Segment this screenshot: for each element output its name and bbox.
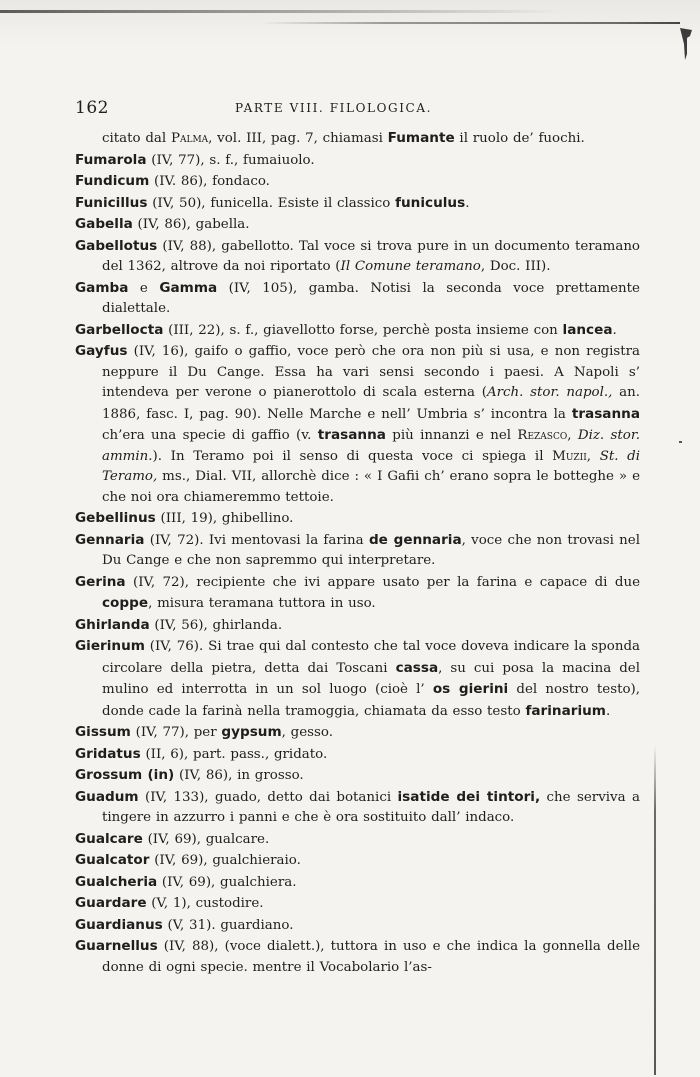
entry-text: Arch. stor. napol.,: [486, 385, 613, 400]
entry-text: , vol. III, pag. 7, chiamasi: [208, 131, 388, 146]
entry-headword: Gebellinus: [75, 510, 156, 526]
glossary-entries: [75, 128, 640, 978]
entry-text: (IV, 16), gaifo o gaffio, voce però che ora non più si usa, e non registra neppure il Du Cange. Essa ha vari sensi secondo i paesi. A Napoli s’ intendeva per verone o pianerottolo di scala esterna (: [102, 344, 640, 400]
glossary-entry: [75, 787, 640, 829]
glossary-entry: [75, 508, 640, 530]
entry-text: (V, 31). guardiano.: [162, 917, 294, 933]
entry-text: (IV, 50), funicella. Esiste il classico: [147, 195, 396, 211]
entry-headword: Fumarola: [75, 151, 147, 168]
entry-text: (IV, 69), gualcare.: [142, 831, 270, 847]
entry-text: Palma: [170, 131, 209, 146]
bold-term: lancea: [562, 321, 613, 338]
glossary-entry: [75, 850, 640, 872]
entry-text: (IV. 86), fondaco.: [149, 174, 270, 189]
bold-term: cassa: [395, 659, 439, 676]
glossary-entry: [75, 636, 640, 722]
entry-text: .: [612, 322, 617, 338]
glossary-entry: [75, 829, 640, 851]
entry-headword: Garbellocta: [75, 321, 164, 338]
entry-headword: Funicillus: [75, 194, 148, 211]
entry-text: Il Comune teramano: [340, 259, 481, 274]
bold-term: gypsum: [221, 724, 282, 740]
entry-text: (IV, 76). Si trae qui dal contesto che tal voce doveva indicare la sponda circolare della pietra, detta dai Toscani: [102, 639, 640, 676]
scan-speck: [679, 441, 682, 443]
entry-continuation: [75, 128, 640, 150]
entry-text: , Doc. III).: [480, 259, 551, 274]
entry-headword: Guardare: [75, 895, 147, 911]
entry-text: del nostro testo), donde cade la farinà nella tramoggia, chiamata da esso testo: [102, 682, 640, 719]
bold-term: funiculus: [395, 194, 466, 211]
entry-headword: Gualcare: [75, 830, 143, 847]
entry-text: , su cui posa la macina del mulino ed interrotta in un sol luogo (cioè l’: [102, 660, 640, 697]
entry-text: (IV, 86), gabella.: [132, 217, 250, 232]
bold-term: farinarium: [525, 702, 606, 719]
glossary-entry: [75, 530, 640, 572]
bold-term: os gierini: [432, 681, 509, 697]
entry-text: ms., Dial. VII, allorchè dice : « I Gafii ch’ erano sopra le botteghe » e che noi ora chiameremmo tettoie.: [102, 469, 640, 505]
running-head: PARTE VIII. FILOLOGICA.: [235, 101, 433, 115]
entry-headword: Guadum: [75, 788, 139, 805]
entry-headword: Guardianus: [75, 916, 163, 933]
glossary-entry: [75, 236, 640, 278]
page-corner-mark: [678, 24, 694, 64]
glossary-entry: [75, 320, 640, 342]
entry-headword: Gissum: [75, 724, 131, 740]
book-page: [75, 98, 640, 978]
entry-text: (II, 6), part. pass., gridato.: [140, 746, 328, 762]
entry-headword: Gabellotus: [75, 237, 158, 254]
entry-text: e: [128, 280, 160, 296]
glossary-entry: [75, 936, 640, 978]
entry-text: (IV, 133), guado, detto dai botanici: [138, 789, 398, 805]
glossary-entry: [75, 744, 640, 766]
entry-text: (IV, 88), (voce dialett.), tuttora in uso e che indica la gonnella delle donne di ogni specie. mentre il Vocabolario l’as-: [102, 939, 640, 975]
entry-text: (III, 19), ghibellino.: [155, 511, 294, 526]
bold-term: coppe: [102, 595, 149, 611]
entry-text: Muzii: [552, 448, 587, 464]
entry-headword: Fundicum: [75, 173, 150, 189]
entry-text: (V, 1), custodire.: [146, 896, 264, 911]
entry-headword: Ghirlanda: [75, 616, 150, 633]
entry-text: (IV, 86), in grosso.: [174, 768, 304, 783]
entry-text: (III, 22), s. f., giavellotto forse, perchè posta insieme con: [163, 322, 563, 338]
entry-text: (IV, 69), gualchieraio.: [149, 853, 301, 868]
entry-headword: Gualcheria: [75, 873, 158, 890]
entry-text: ,: [567, 428, 578, 443]
entry-headword: Gabella: [75, 216, 133, 232]
entry-headword: Gayfus: [75, 343, 128, 359]
glossary-entry: [75, 893, 640, 915]
entry-text: (IV, 72). Ivi mentovasi la farina: [144, 532, 369, 548]
bold-term: trasanna: [571, 405, 640, 422]
entry-headword: Gerina: [75, 573, 126, 590]
entry-text: Diz. stor. ammin.: [102, 428, 641, 464]
entry-text: an. 1886, fasc. I, pag. 90). Nelle Marche e nell’ Umbria s’ incontra la: [102, 385, 640, 422]
glossary-entry: [75, 278, 640, 320]
entry-text: .: [605, 703, 611, 719]
entry-headword: Gennaria: [75, 531, 145, 548]
entry-text: il ruolo de’ fuochi.: [454, 131, 585, 146]
bold-term: Fumante: [387, 130, 455, 146]
entry-text: ). In Teramo poi il senso di questa voce ci spiega il: [152, 448, 553, 464]
entry-text: (IV, 105), gamba. Notisi la seconda voce prettamente dialettale.: [102, 280, 640, 316]
entry-text: (IV, 77), per: [130, 725, 222, 740]
glossary-entry: [75, 915, 640, 937]
glossary-entry: [75, 341, 640, 508]
entry-text: St. di Teramo,: [102, 448, 640, 484]
entry-text: citato dal: [102, 131, 171, 146]
glossary-entry: [75, 615, 640, 637]
entry-text: (IV, 77), s. f., fumaiuolo.: [146, 152, 315, 168]
glossary-entry: [75, 150, 640, 172]
entry-text: (IV, 72), recipiente che ivi appare usato per la farina e capace di due: [125, 574, 640, 590]
entry-text: più innanzi e nel: [385, 428, 518, 443]
entry-text: (IV, 88), gabellotto. Tal voce si trova pure in un documento teramano del 1362, altrove da noi riportato (: [102, 238, 640, 274]
entry-headword: Gualcator: [75, 852, 150, 868]
entry-text: .: [465, 195, 470, 211]
glossary-entry: [75, 872, 640, 894]
entry-text: che serviva a tingere in azzurro i panni e che è ora sostituito dall’ indaco.: [102, 789, 640, 825]
glossary-entry: [75, 765, 640, 787]
glossary-entry: [75, 722, 640, 744]
page-fold-line: [654, 745, 656, 1075]
entry-text: (IV, 69), gualchiera.: [157, 874, 297, 890]
entry-text: , misura teramana tuttora in uso.: [148, 596, 376, 611]
glossary-entry: [75, 572, 640, 615]
entry-text: , voce che non trovasi nel Du Cange e che non sapremmo qui interpretare.: [102, 532, 640, 568]
glossary-entry: [75, 171, 640, 193]
entry-text: ,: [586, 448, 600, 464]
entry-headword: Gierinum: [75, 638, 145, 654]
bold-term: trasanna: [317, 427, 386, 443]
entry-text: (IV, 56), ghirlanda.: [149, 617, 283, 633]
entry-headword: Guarnellus: [75, 938, 158, 954]
glossary-entry: [75, 193, 640, 215]
entry-text: Rezasco: [517, 428, 568, 443]
bold-term: isatide dei tintori,: [397, 788, 541, 805]
page-header: [75, 98, 640, 124]
bold-term: de gennaria: [368, 531, 462, 548]
entry-headword: Grossum (in): [75, 767, 175, 783]
entry-headword: Gamma: [159, 279, 218, 296]
scan-edge-line: [0, 10, 560, 13]
scan-edge-line-secondary: [260, 22, 680, 24]
page-number: 162: [75, 98, 109, 118]
entry-text: , gesso.: [281, 725, 333, 740]
entry-text: ch’era una specie di gaffio (v.: [102, 428, 318, 443]
glossary-entry: [75, 214, 640, 236]
entry-headword: Gridatus: [75, 745, 141, 762]
entry-headword: Gamba: [75, 279, 129, 296]
